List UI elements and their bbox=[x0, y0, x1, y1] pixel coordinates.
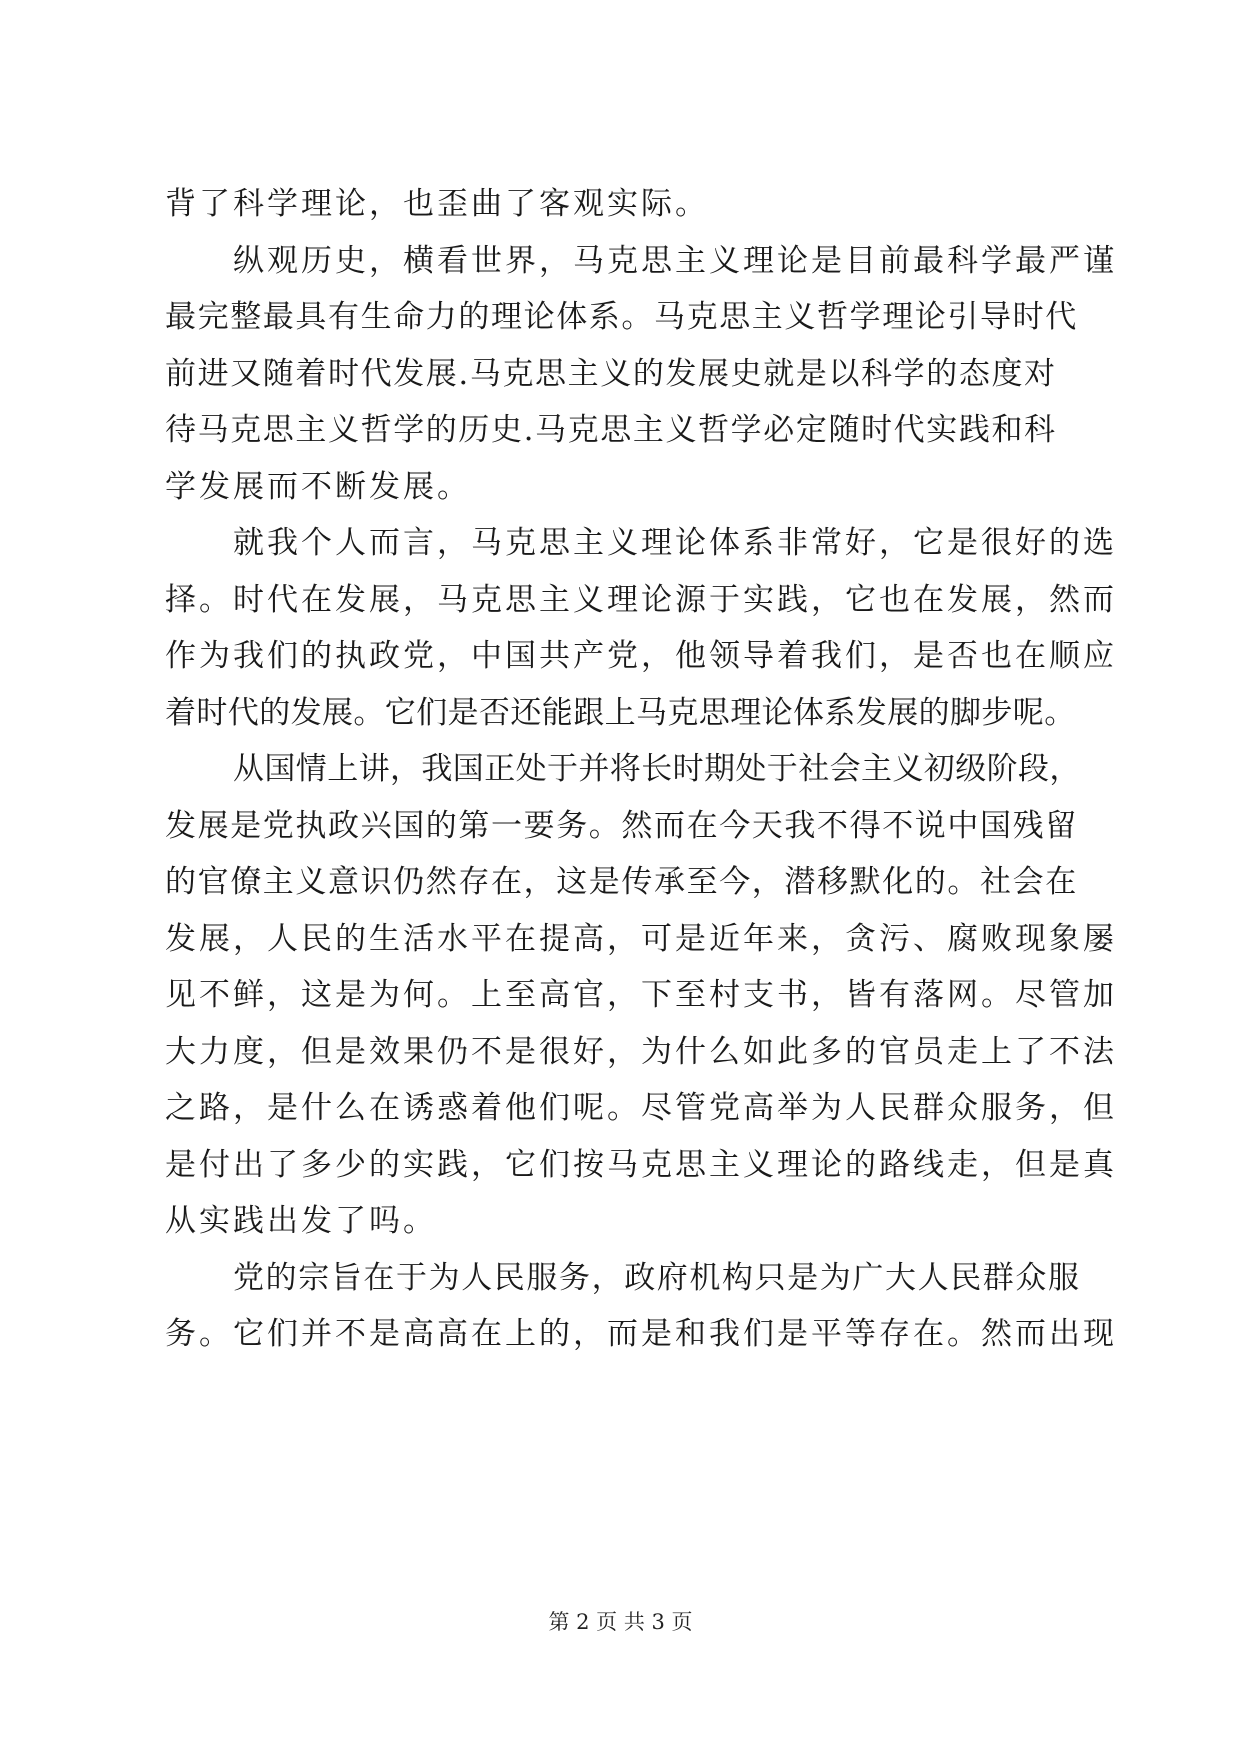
text-line: 择。时代在发展，马克思主义理论源于实践，它也在发展，然而 bbox=[165, 581, 1117, 618]
paragraph-start-line: 党的宗旨在于为人民服务，政府机构只是为广大人民群众服 bbox=[233, 1259, 1081, 1296]
text-line: 发展是党执政兴国的第一要务。然而在今天我不得不说中国残留 bbox=[165, 807, 1078, 844]
text-line: 发展，人民的生活水平在提高，可是近年来，贪污、腐败现象屡 bbox=[165, 920, 1117, 957]
text-line: 的官僚主义意识仍然存在，这是传承至今，潜移默化的。社会在 bbox=[165, 864, 1078, 900]
document-body bbox=[165, 176, 1117, 1363]
text-line: 学发展而不断发展。 bbox=[165, 468, 471, 505]
text-line: 着时代的发展。它们是否还能跟上马克思理论体系发展的脚步呢。 bbox=[165, 694, 1076, 731]
paragraph-start-line: 就我个人而言，马克思主义理论体系非常好，它是很好的选 bbox=[233, 525, 1117, 561]
text-line: 大力度，但是效果仍不是很好，为什么如此多的官员走上了不法 bbox=[165, 1033, 1117, 1070]
text-line: 前进又随着时代发展.马克思主义的发展史就是以科学的态度对 bbox=[165, 355, 1057, 392]
text-line: 从实践出发了吗。 bbox=[165, 1203, 437, 1239]
text-line: 背了科学理论，也歪曲了客观实际。 bbox=[165, 186, 709, 222]
text-line: 之路，是什么在诱惑着他们呢。尽管党高举为人民群众服务，但 bbox=[165, 1090, 1117, 1126]
text-line: 是付出了多少的实践，它们按马克思主义理论的路线走，但是真 bbox=[165, 1146, 1117, 1183]
text-line: 务。它们并不是高高在上的，而是和我们是平等存在。然而出现 bbox=[165, 1316, 1117, 1352]
text-line: 作为我们的执政党，中国共产党，他领导着我们，是否也在顺应 bbox=[165, 638, 1117, 674]
text-line: 见不鲜，这是为何。上至高官，下至村支书，皆有落网。尽管加 bbox=[165, 977, 1117, 1013]
paragraph-start-line: 从国情上讲，我国正处于并将长时期处于社会主义初级阶段， bbox=[233, 751, 1081, 787]
text-line: 待马克思主义哲学的历史.马克思主义哲学必定随时代实践和科 bbox=[165, 412, 1057, 448]
paragraph-start-line: 纵观历史，横看世界，马克思主义理论是目前最科学最严谨 bbox=[233, 242, 1117, 279]
page-number-footer: 第 2 页 共 3 页 bbox=[548, 1610, 693, 1634]
text-line: 最完整最具有生命力的理论体系。马克思主义哲学理论引导时代 bbox=[165, 299, 1078, 335]
